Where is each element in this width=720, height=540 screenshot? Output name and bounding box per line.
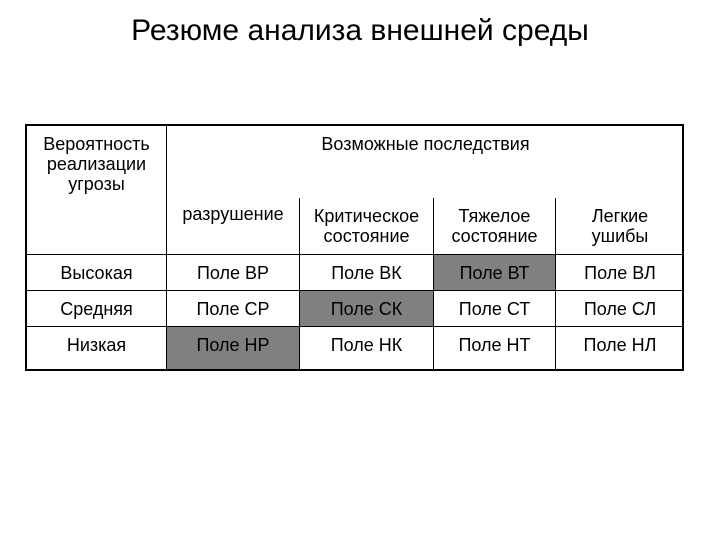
- divider: [166, 126, 167, 371]
- divider: [555, 198, 556, 371]
- field-vk: Поле ВК: [331, 262, 402, 283]
- column-header-light: Легкие ушибы: [591, 206, 649, 246]
- divider: [27, 254, 684, 255]
- divider: [27, 326, 684, 327]
- consequences-table: [25, 124, 684, 371]
- divider: [27, 290, 684, 291]
- group-header: Возможные последствия: [321, 134, 530, 154]
- field-vt: Поле ВТ: [434, 255, 555, 290]
- field-nt: Поле НТ: [458, 335, 531, 355]
- field-vl: Поле ВЛ: [584, 262, 656, 283]
- field-sk: Поле СК: [300, 291, 433, 326]
- column-header-destruction: разрушение: [182, 204, 284, 224]
- row-label-low: Низкая: [66, 335, 127, 355]
- corner-label: Вероятность реализации угрозы: [43, 134, 150, 194]
- row-label-high: Высокая: [60, 262, 133, 283]
- page-title: Резюме анализа внешней среды: [131, 14, 589, 47]
- field-st: Поле СТ: [458, 298, 531, 319]
- field-nr: Поле НР: [167, 327, 299, 369]
- field-vr: Поле ВР: [196, 262, 270, 283]
- row-label-medium: Средняя: [60, 298, 133, 319]
- field-nk: Поле НК: [330, 335, 403, 355]
- column-header-severe: Тяжелое состояние: [451, 206, 538, 246]
- column-header-critical: Критическое состояние: [313, 206, 420, 246]
- field-nl: Поле НЛ: [583, 335, 657, 355]
- field-sl: Поле СЛ: [583, 298, 657, 319]
- divider: [299, 198, 300, 371]
- field-sr: Поле СР: [196, 298, 270, 319]
- divider: [433, 198, 434, 371]
